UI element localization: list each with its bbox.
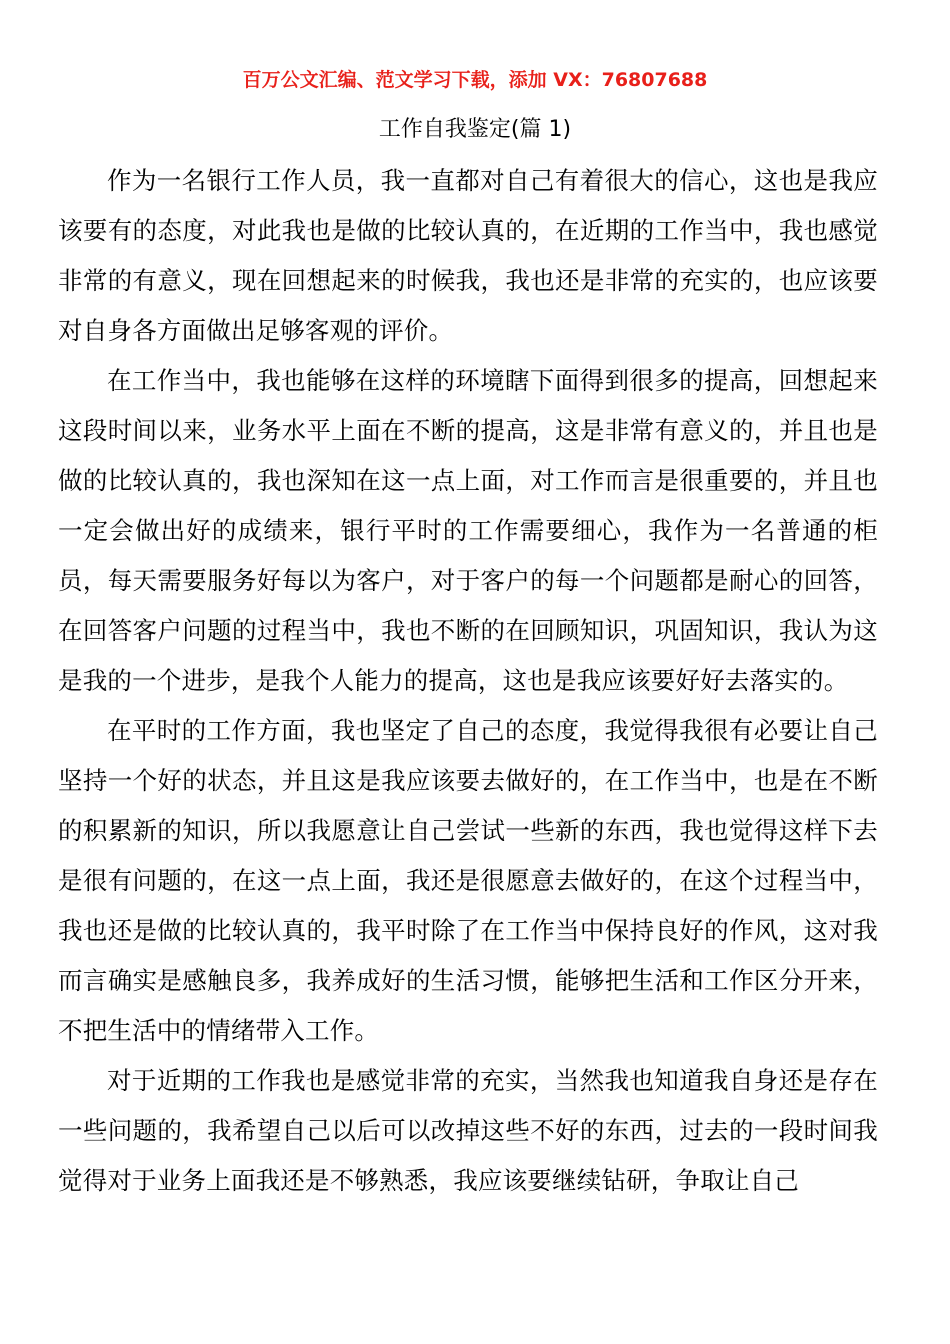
paragraph: 在平时的工作方面，我也坚定了自己的态度，我觉得我很有必要让自己坚持一个好的状态，并且这是我应该要去做好的，在工作当中，也是在不断的积累新的知识，所以我愿意让自己尝试一些新的东西，我也觉得这样下去是很有问题的，在这一点上面，我还是很愿意去做好的，在这个过程当中，我也还是做的比较认真的，我平时除了在工作当中保持良好的作风，这对我而言确实是感触良多，我养成好的生活习惯，能够把生活和工作区分开来，不把生活中的情绪带入工作。: [58, 716, 878, 1045]
document-body: [58, 156, 878, 1206]
header-contact-note: 百万公文汇编、范文学习下载，添加 VX：76807688: [242, 69, 708, 91]
document-title: 工作自我鉴定(篇 1): [378, 117, 572, 142]
paragraph: 作为一名银行工作人员，我一直都对自己有着很大的信心，这也是我应该要有的态度，对此我也是做的比较认真的，在近期的工作当中，我也感觉非常的有意义，现在回想起来的时候我，我也还是非常的充实的，也应该要对自身各方面做出足够客观的评价。: [58, 166, 878, 345]
paragraph: 在工作当中，我也能够在这样的环境瞎下面得到很多的提高，回想起来这段时间以来，业务水平上面在不断的提高，这是非常有意义的，并且也是做的比较认真的，我也深知在这一点上面，对工作而言是很重要的，并且也一定会做出好的成绩来，银行平时的工作需要细心，我作为一名普通的柜员，每天需要服务好每以为客户，对于客户的每一个问题都是耐心的回答，在回答客户问题的过程当中，我也不断的在回顾知识，巩固知识，我认为这是我的一个进步，是我个人能力的提高，这也是我应该要好好去落实的。: [58, 366, 878, 695]
paragraph: 对于近期的工作我也是感觉非常的充实，当然我也知道我自身还是存在一些问题的，我希望自己以后可以改掉这些不好的东西，过去的一段时间我觉得对于业务上面我还是不够熟悉，我应该要继续钻研，争取让自己: [58, 1066, 878, 1195]
